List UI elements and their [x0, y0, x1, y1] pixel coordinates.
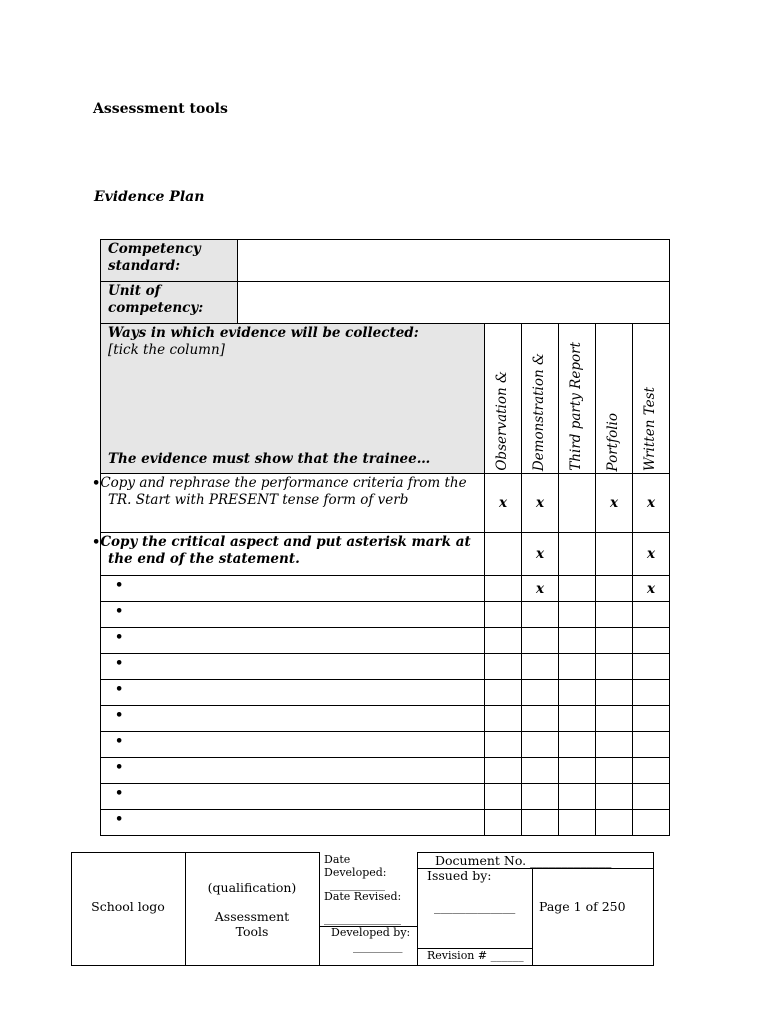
tick-cell[interactable]	[522, 706, 559, 732]
date-developed-label-2: Developed:	[324, 866, 387, 879]
ways-heading: Ways in which evidence will be collected:	[108, 325, 419, 341]
evidence-row	[101, 732, 670, 758]
bullet-icon: •	[115, 656, 124, 671]
tick-cell[interactable]	[596, 628, 633, 654]
tick-cell[interactable]	[559, 628, 596, 654]
tick-cell[interactable]	[522, 628, 559, 654]
evidence-row	[101, 628, 670, 654]
unit-of-competency-label: Unit of competency:	[101, 282, 238, 324]
evidence-row	[101, 810, 670, 836]
evidence-collection-header	[101, 324, 485, 474]
tick-cell[interactable]	[596, 654, 633, 680]
evidence-statement[interactable]	[101, 680, 485, 706]
evidence-statement[interactable]	[92, 533, 485, 576]
section-heading: Evidence Plan	[94, 189, 205, 205]
tick-cell[interactable]	[596, 680, 633, 706]
evidence-statement[interactable]	[101, 810, 485, 836]
tick-cell[interactable]	[596, 576, 633, 602]
assessment-tools-line1: Assessment	[214, 909, 290, 924]
tick-cell[interactable]	[485, 602, 522, 628]
page-number: Page 1 of 250	[539, 899, 626, 914]
tick-cell[interactable]	[559, 810, 596, 836]
date-developed-label-1: Date	[324, 853, 351, 866]
evidence-statement[interactable]	[101, 602, 485, 628]
evidence-row	[101, 533, 670, 576]
tick-cell[interactable]	[596, 732, 633, 758]
tick-instruction: [tick the column]	[108, 342, 225, 358]
tick-cell[interactable]	[485, 576, 522, 602]
tick-cell[interactable]	[633, 680, 670, 706]
tick-cell[interactable]	[522, 784, 559, 810]
column-header-written-test: Written Test	[633, 324, 670, 474]
evidence-plan-header-table	[100, 239, 670, 324]
school-logo-placeholder: School logo	[91, 899, 165, 914]
tick-cell[interactable]	[633, 628, 670, 654]
tick-cell[interactable]	[485, 654, 522, 680]
tick-cell[interactable]	[596, 602, 633, 628]
evidence-statement-text: Copy and rephrase the performance criteria from the TR. Start with PRESENT tense form of verb	[100, 475, 467, 508]
tick-cell[interactable]	[485, 628, 522, 654]
tick-cell[interactable]	[559, 758, 596, 784]
date-developed-blank[interactable]: __________	[330, 878, 385, 891]
evidence-row	[101, 758, 670, 784]
column-header-demonstration: Demonstration &	[522, 324, 559, 474]
issued-by-blank[interactable]: _____________	[434, 899, 516, 914]
tick-cell[interactable]: x	[633, 533, 670, 576]
evidence-statement[interactable]	[101, 758, 485, 784]
tick-cell[interactable]: x	[633, 474, 670, 533]
bullet-icon: •	[92, 476, 101, 491]
tick-cell[interactable]	[633, 810, 670, 836]
evidence-row	[101, 576, 670, 602]
tick-cell[interactable]	[633, 784, 670, 810]
revision-number: Revision # ______	[427, 949, 524, 962]
tick-cell[interactable]: x	[485, 474, 522, 533]
tick-cell[interactable]	[485, 706, 522, 732]
evidence-row	[101, 602, 670, 628]
tick-cell[interactable]	[559, 474, 596, 533]
bullet-icon: •	[115, 708, 124, 723]
bullet-icon: •	[115, 578, 124, 593]
tick-cell[interactable]	[522, 680, 559, 706]
bullet-icon: •	[115, 812, 124, 827]
tick-cell[interactable]	[559, 732, 596, 758]
tick-cell[interactable]	[485, 732, 522, 758]
column-header-observation: Observation &	[485, 324, 522, 474]
tick-cell[interactable]	[633, 706, 670, 732]
tick-cell[interactable]	[596, 810, 633, 836]
tick-cell[interactable]	[485, 680, 522, 706]
document-number: Document No. _____________	[435, 853, 612, 868]
tick-cell[interactable]	[485, 533, 522, 576]
evidence-row	[101, 706, 670, 732]
tick-cell[interactable]: x	[522, 474, 559, 533]
evidence-plan-table	[92, 323, 670, 836]
tick-cell[interactable]: x	[596, 474, 633, 533]
tick-cell[interactable]	[559, 576, 596, 602]
competency-standard-label: Competency standard:	[101, 240, 238, 282]
tick-cell[interactable]	[596, 784, 633, 810]
document-footer	[71, 852, 654, 966]
trainee-statement: The evidence must show that the trainee…	[108, 451, 431, 467]
tick-cell[interactable]	[559, 533, 596, 576]
evidence-statement[interactable]	[101, 628, 485, 654]
qualification-placeholder: (qualification)	[207, 880, 297, 895]
tick-cell[interactable]	[633, 654, 670, 680]
evidence-statement[interactable]	[101, 576, 485, 602]
issued-by-label: Issued by:	[427, 868, 492, 883]
unit-of-competency-value[interactable]	[238, 282, 670, 324]
tick-cell[interactable]	[559, 654, 596, 680]
tick-cell[interactable]	[522, 758, 559, 784]
evidence-statement[interactable]	[101, 784, 485, 810]
bullet-icon: •	[115, 760, 124, 775]
developed-by-blank-1[interactable]: _________	[353, 940, 403, 953]
evidence-statement[interactable]	[101, 706, 485, 732]
evidence-row	[101, 654, 670, 680]
evidence-row	[101, 474, 670, 533]
tick-cell[interactable]: x	[633, 576, 670, 602]
document-heading: Assessment tools	[93, 101, 228, 117]
bullet-icon: •	[115, 604, 124, 619]
bullet-icon: •	[115, 682, 124, 697]
tick-cell[interactable]	[633, 602, 670, 628]
date-revised-blank[interactable]: ______________	[324, 912, 401, 925]
tick-cell[interactable]	[633, 732, 670, 758]
competency-standard-value[interactable]	[238, 240, 670, 282]
tick-cell[interactable]	[633, 758, 670, 784]
tick-cell[interactable]	[596, 533, 633, 576]
date-revised-label: Date Revised:	[324, 890, 402, 903]
tick-cell[interactable]: x	[522, 576, 559, 602]
bullet-icon: •	[115, 630, 124, 645]
tick-cell[interactable]	[485, 784, 522, 810]
tick-cell[interactable]	[485, 758, 522, 784]
assessment-tools-line2: Tools	[235, 924, 269, 939]
tick-cell[interactable]	[596, 758, 633, 784]
column-header-third-party-report: Third party Report	[559, 324, 596, 474]
evidence-statement[interactable]	[101, 654, 485, 680]
tick-cell[interactable]	[596, 706, 633, 732]
bullet-icon: •	[115, 786, 124, 801]
evidence-row	[101, 784, 670, 810]
bullet-icon: •	[115, 734, 124, 749]
bullet-icon: •	[92, 535, 101, 550]
tick-cell[interactable]	[559, 784, 596, 810]
tick-cell[interactable]: x	[522, 533, 559, 576]
tick-cell[interactable]	[559, 602, 596, 628]
evidence-statement-text: Copy the critical aspect and put asterisk mark at the end of the statement.	[100, 534, 471, 567]
developed-by-blank-2[interactable]: ___	[330, 953, 347, 966]
tick-cell[interactable]	[522, 810, 559, 836]
tick-cell[interactable]	[522, 654, 559, 680]
tick-cell[interactable]	[559, 680, 596, 706]
evidence-statement[interactable]	[101, 732, 485, 758]
tick-cell[interactable]	[522, 602, 559, 628]
tick-cell[interactable]	[522, 732, 559, 758]
column-header-portfolio: Portfolio	[596, 324, 633, 474]
tick-cell[interactable]	[485, 810, 522, 836]
evidence-row	[101, 680, 670, 706]
tick-cell[interactable]	[559, 706, 596, 732]
evidence-statement[interactable]	[92, 474, 485, 533]
developed-by-label: Developed by:	[331, 926, 411, 939]
